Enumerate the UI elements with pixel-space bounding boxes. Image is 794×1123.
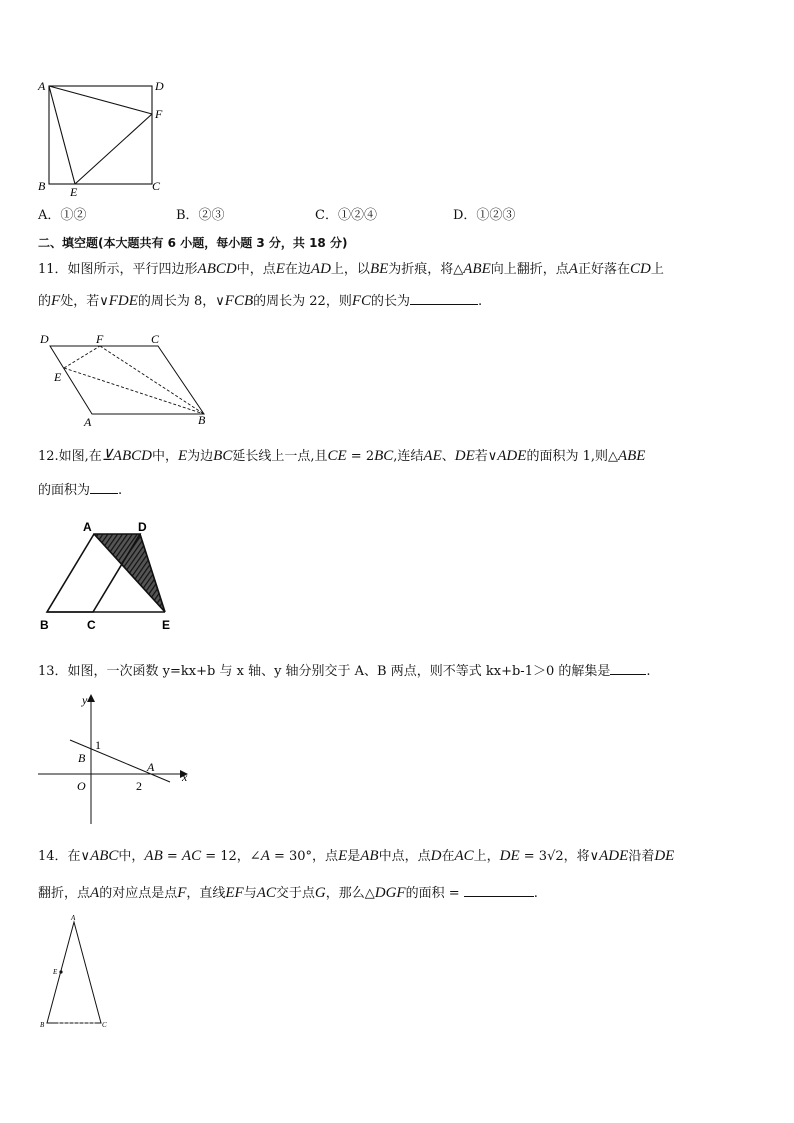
q13-t2: . [646, 664, 651, 679]
q12-label-A: A [83, 520, 92, 534]
q12-t9: = 2 [346, 449, 375, 464]
q11-figure [34, 330, 214, 430]
q11-line-EF [64, 346, 100, 368]
q14-u10: G [314, 885, 326, 901]
q14-t2: ABC [90, 848, 119, 864]
q13-label-1: 1 [95, 738, 101, 752]
q14-u7: 与 [243, 886, 257, 901]
q11-u5: 的周长为 8，∨ [137, 294, 225, 309]
q11-t2: ABCD [197, 261, 237, 277]
q14-label-B: B [40, 1021, 45, 1029]
q11-t12: A [568, 261, 578, 277]
q14-t12: AB [360, 848, 379, 864]
q14-t23: DE [654, 848, 675, 864]
q14-u6: EF [225, 885, 244, 901]
q14-t6: AC [181, 848, 202, 864]
q12-u2: . [118, 483, 123, 498]
q10-square [49, 86, 152, 184]
q12-t4: E [177, 448, 188, 464]
q14-u2: A [90, 885, 100, 901]
q14-label-C: C [102, 1021, 107, 1029]
q13-figure [34, 690, 194, 825]
q12-t10: BC [374, 448, 394, 464]
q14-u13: 的面积 = [405, 886, 464, 901]
q11-t13: 正好落在 [577, 262, 630, 277]
q14-t5: = [162, 849, 182, 864]
q11-t8: BE [369, 261, 389, 277]
q11-t4: E [275, 261, 285, 277]
q14-line1 [38, 846, 674, 867]
q14-u14: . [533, 886, 538, 901]
q11-label-E: E [54, 370, 62, 384]
q14-u5: ，直线 [186, 886, 226, 901]
q11-label-D: D [40, 332, 49, 346]
q12-answer-blank[interactable] [90, 479, 118, 494]
q11-t10: ABE [463, 261, 491, 277]
q12-t17: 的面积为 1,则△ [526, 449, 618, 464]
q10-option-d: D．①②③ [453, 208, 516, 223]
q11-u2: F [51, 293, 61, 309]
q11-u10: . [478, 294, 483, 309]
q14-u8: AC [256, 885, 276, 901]
q11-u7: 的周长为 22，则 [253, 294, 352, 309]
q14-t11: 是 [347, 849, 361, 864]
q14-u9: 交于点 [275, 886, 315, 901]
q11-t14: CD [629, 261, 651, 277]
q11-t11: 向上翻折，点 [490, 262, 569, 277]
q11-label-B: B [198, 413, 206, 427]
q11-t9: 为折痕，将△ [388, 262, 464, 277]
q14-figure [34, 912, 124, 1032]
q12-t16: ADE [497, 448, 527, 464]
q13-line1 [38, 660, 651, 682]
q11-label-A: A [84, 415, 92, 429]
q13-label-O: O [77, 779, 86, 793]
q12-label-C: C [87, 618, 96, 632]
q12-t18: ABE [617, 448, 646, 464]
q14-t22: 沿着 [628, 849, 655, 864]
q14-label-A: A [71, 914, 76, 922]
q11-u6: FCB [224, 293, 254, 309]
q11-label-F: F [96, 332, 104, 346]
q13-label-x: x [182, 770, 188, 784]
q12-figure [34, 520, 184, 635]
q14-t14: D [430, 848, 442, 864]
q10-label-A: A [38, 79, 46, 93]
q10-line-EF [75, 114, 152, 184]
q10-label-D: D [155, 79, 164, 93]
q13-answer-blank[interactable] [610, 660, 646, 675]
q10-label-B: B [38, 179, 46, 193]
q12-line2 [38, 479, 122, 501]
q11-label-C: C [151, 332, 160, 346]
section-heading: 二、填空题(本大题共有 6 小题，每小题 3 分，共 18 分) [38, 236, 348, 250]
q12-t2: ⊻ABCD [101, 448, 152, 464]
q11-t1: 11．如图所示，平行四边形 [38, 262, 198, 277]
q14-u11: ，那么△ [325, 886, 375, 901]
q10-figure [34, 76, 170, 198]
q11-line-EB [64, 368, 204, 414]
q14-u4: F [177, 885, 187, 901]
q12-t6: BC [213, 448, 233, 464]
q14-t18: DE [499, 848, 520, 864]
q11-u4: FDE [108, 293, 138, 309]
q12-t5: 为边 [187, 449, 214, 464]
q14-t13: 中点，点 [378, 849, 431, 864]
q12-u1: 的面积为 [38, 483, 91, 498]
q12-label-E: E [162, 618, 171, 632]
q12-t7: 延长线上一点,且 [232, 449, 328, 464]
q14-t7: = 12，∠ [201, 849, 261, 864]
q12-line1 [38, 446, 645, 467]
q14-t8: A [260, 848, 270, 864]
q12-label-D: D [138, 520, 147, 534]
q10-option-b: B．②③ [176, 208, 225, 223]
q14-t10: E [338, 848, 348, 864]
q12-t11: ,连结 [393, 449, 424, 464]
q10-line-AF [49, 86, 152, 114]
q11-t7: 上，以 [330, 262, 370, 277]
q11-u9: 的长为 [371, 294, 411, 309]
q11-u8: FC [351, 293, 371, 309]
q13-t1: 13．如图，一次函数 y=kx+b 与 x 轴、y 轴分别交于 A、B 两点，则不等式 kx+b-1＞0 的解集是 [38, 664, 611, 679]
q12-t12: AE [423, 448, 442, 464]
q11-line1 [38, 259, 664, 280]
q11-u1: 的 [38, 294, 52, 309]
q14-t4: AB [144, 848, 163, 864]
q13-label-A: A [147, 760, 155, 774]
q14-t17: 上， [473, 849, 500, 864]
q14-t1: 14．在∨ [38, 849, 91, 864]
q11-t15: 上 [650, 262, 664, 277]
q11-parallelogram [50, 346, 204, 414]
q12-t8: CE [327, 448, 347, 464]
q11-t5: 在边 [284, 262, 311, 277]
q14-answer-blank[interactable] [464, 882, 534, 897]
q14-u3: 的对应点是点 [99, 886, 178, 901]
q11-line-FB [100, 346, 204, 414]
q14-t19: = 3√2 [519, 849, 564, 864]
q11-line2 [38, 290, 482, 312]
q14-t20: ，将∨ [563, 849, 600, 864]
q13-y-arrow [87, 694, 95, 702]
q12-t13: 、 [441, 449, 455, 464]
q14-point-E [59, 970, 62, 973]
q13-label-y: y [82, 693, 88, 707]
q12-label-B: B [40, 618, 49, 632]
q14-t15: 在 [441, 849, 455, 864]
q14-t3: 中， [118, 849, 145, 864]
q14-t16: AC [454, 848, 474, 864]
q14-line2 [38, 882, 538, 904]
q10-option-a: A．①② [38, 208, 87, 223]
q11-t3: 中，点 [236, 262, 276, 277]
q12-t3: 中， [151, 449, 178, 464]
q11-t6: AD [310, 261, 331, 277]
q12-t1: 12.如图,在 [38, 449, 102, 464]
q13-label-B: B [78, 751, 86, 765]
q11-answer-blank[interactable] [410, 290, 478, 305]
q14-label-E: E [53, 968, 58, 976]
q14-t9: = 30°，点 [269, 849, 339, 864]
q11-u3: 处，若∨ [60, 294, 109, 309]
q13-label-2: 2 [136, 779, 142, 793]
q14-u12: DGF [374, 885, 406, 901]
q12-t15: 若∨ [474, 449, 498, 464]
q10-label-E: E [70, 185, 78, 198]
q10-label-F: F [155, 107, 163, 121]
q12-t14: DE [454, 448, 475, 464]
q10-line-AE [49, 86, 75, 184]
q14-t21: ADE [599, 848, 629, 864]
q10-option-c: C．①②④ [315, 208, 377, 223]
q14-u1: 翻折，点 [38, 886, 91, 901]
q10-label-C: C [152, 179, 161, 193]
